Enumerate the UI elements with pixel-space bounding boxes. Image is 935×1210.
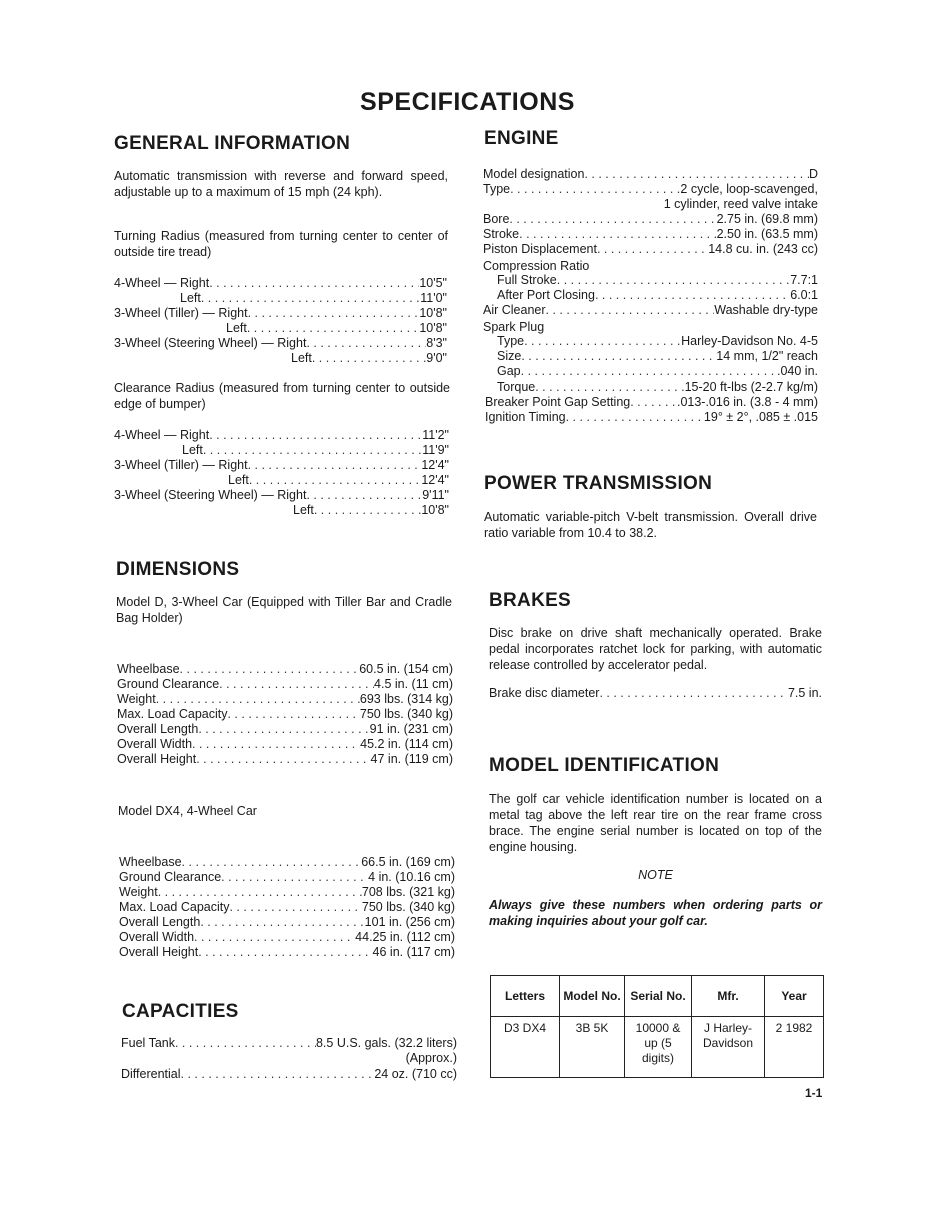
dimension-row: Wheelbase . . . 66.5 in. (169 cm) bbox=[119, 855, 455, 870]
brakes-heading: BRAKES bbox=[489, 590, 572, 611]
turning-row: Left . . . 10'8" bbox=[226, 321, 447, 336]
engine-row: After Port Closing . . . 6.0:1 bbox=[497, 288, 818, 303]
table-header: Year bbox=[765, 976, 824, 1017]
clearance-row: Left . . . 12'4" bbox=[228, 473, 449, 488]
dimension-row: Overall Height . . . 46 in. (117 cm) bbox=[119, 945, 455, 960]
dimension-row: Ground Clearance . . . 4 in. (10.16 cm) bbox=[119, 870, 455, 885]
general-intro-text: Automatic transmission with reverse and forward speed, adjustable up to a maximum of 15 mph (24 kph). bbox=[114, 169, 448, 199]
engine-row: Torque . . . 15-20 ft-lbs (2-2.7 kg/m) bbox=[497, 380, 818, 395]
engine-row: Full Stroke . . . 7.7:1 bbox=[497, 273, 818, 288]
table-header: Serial No. bbox=[625, 976, 692, 1017]
dimension-row: Max. Load Capacity . . . 750 lbs. (340 kg) bbox=[119, 900, 455, 915]
engine-row: Bore . . . 2.75 in. (69.8 mm) bbox=[483, 212, 818, 227]
turning-row: 3-Wheel (Steering Wheel) — Right . . . 8'3" bbox=[114, 336, 447, 351]
capacities-heading: CAPACITIES bbox=[122, 1001, 239, 1022]
engine-type-continued: 1 cylinder, reed valve intake bbox=[663, 197, 818, 211]
page-number: 1-1 bbox=[805, 1086, 823, 1100]
power-transmission-text: Automatic variable-pitch V-belt transmission. Overall drive ratio variable from 10.4 to 38.2. bbox=[484, 510, 817, 540]
clearance-row: 3-Wheel (Steering Wheel) — Right . . . 9'11" bbox=[114, 488, 449, 503]
engine-row: Gap . . . .040 in. bbox=[497, 364, 818, 379]
model-identification-heading: MODEL IDENTIFICATION bbox=[489, 755, 720, 776]
capacity-row-differential: Differential . . . 24 oz. (710 cc) bbox=[121, 1067, 457, 1082]
dimension-row: Overall Width . . . 44.25 in. (112 cm) bbox=[119, 930, 455, 945]
clearance-row: 3-Wheel (Tiller) — Right . . . 12'4" bbox=[114, 458, 449, 473]
engine-row-air-cleaner: Air Cleaner . . . Washable dry-type bbox=[483, 303, 818, 318]
capacity-fuel-note: (Approx.) bbox=[405, 1051, 457, 1065]
capacity-row-fuel: Fuel Tank . . . 8.5 U.S. gals. (32.2 liters) bbox=[121, 1036, 457, 1051]
turning-radius-intro: Turning Radius (measured from turning center to center of outside tire tread) bbox=[114, 229, 448, 259]
dimension-row: Overall Height . . . 47 in. (119 cm) bbox=[117, 752, 453, 767]
spark-plug-label: Spark Plug bbox=[483, 320, 545, 334]
table-cell: J Harley-Davidson bbox=[692, 1017, 765, 1078]
compression-ratio-label: Compression Ratio bbox=[483, 259, 590, 273]
dimension-row: Overall Width . . . 45.2 in. (114 cm) bbox=[117, 737, 453, 752]
table-cell: 10000 & up (5 digits) bbox=[625, 1017, 692, 1078]
dimension-row: Ground Clearance . . . 4.5 in. (11 cm) bbox=[117, 677, 453, 692]
identification-table bbox=[490, 975, 824, 1078]
brakes-text: Disc brake on drive shaft mechanically operated. Brake pedal incorporates ratchet lock for parking, with automatic release controlled by accelerator pedal. bbox=[489, 626, 822, 672]
engine-row-type: Type . . . 2 cycle, loop-scavenged, bbox=[483, 182, 818, 197]
dimension-row: Max. Load Capacity . . . 750 lbs. (340 kg) bbox=[117, 707, 453, 722]
table-header-row bbox=[491, 976, 824, 1017]
general-information-heading: GENERAL INFORMATION bbox=[114, 133, 351, 154]
turning-row: Left . . . 11'0" bbox=[180, 291, 447, 306]
engine-row: Type . . . Harley-Davidson No. 4-5 bbox=[497, 334, 818, 349]
note-title: NOTE bbox=[638, 868, 673, 882]
clearance-row: Left . . . 11'9" bbox=[182, 443, 449, 458]
dimension-row: Overall Length . . . 91 in. (231 cm) bbox=[117, 722, 453, 737]
table-header: Mfr. bbox=[692, 976, 765, 1017]
dimension-row: Weight . . . 708 lbs. (321 kg) bbox=[119, 885, 455, 900]
dimension-row: Overall Length . . . 101 in. (256 cm) bbox=[119, 915, 455, 930]
note-text: Always give these numbers when ordering parts or making inquiries about your golf car. bbox=[489, 898, 822, 928]
dimension-row: Wheelbase . . . 60.5 in. (154 cm) bbox=[117, 662, 453, 677]
table-header: Letters bbox=[491, 976, 560, 1017]
table-header: Model No. bbox=[560, 976, 625, 1017]
clearance-row: 4-Wheel — Right . . . 11'2" bbox=[114, 428, 449, 443]
model-identification-text: The golf car vehicle identification number is located on a metal tag above the left rear tire on the rear frame cross brace. The engine serial number is located on top of the engine housing. bbox=[489, 792, 822, 854]
dimensions-heading: DIMENSIONS bbox=[116, 559, 240, 580]
engine-row-model: Model designation . . . D bbox=[483, 167, 818, 182]
table-cell: 3B 5K bbox=[560, 1017, 625, 1078]
page-title: SPECIFICATIONS bbox=[360, 88, 575, 116]
turning-row: 3-Wheel (Tiller) — Right . . . 10'8" bbox=[114, 306, 447, 321]
clearance-row: Left . . . 10'8" bbox=[293, 503, 449, 518]
brake-disc-row: Brake disc diameter . . . 7.5 in. bbox=[489, 686, 822, 701]
power-transmission-heading: POWER TRANSMISSION bbox=[484, 473, 713, 494]
engine-row-ignition: Ignition Timing . . . 19° ± 2°, .085 ± .015 bbox=[485, 410, 818, 425]
turning-row: Left . . . 9'0" bbox=[291, 351, 447, 366]
turning-row: 4-Wheel — Right . . . 10'5" bbox=[114, 276, 447, 291]
table-row bbox=[491, 1017, 824, 1078]
engine-row: Stroke . . . 2.50 in. (63.5 mm) bbox=[483, 227, 818, 242]
clearance-radius-intro: Clearance Radius (measured from turning center to outside edge of bumper) bbox=[114, 381, 450, 411]
table-cell: D3 DX4 bbox=[491, 1017, 560, 1078]
engine-row-breaker: Breaker Point Gap Setting . . . .013-.016 in. (3.8 - 4 mm) bbox=[485, 395, 818, 410]
model-dx4-description: Model DX4, 4-Wheel Car bbox=[118, 804, 257, 818]
engine-heading: ENGINE bbox=[484, 128, 559, 149]
model-d-description: Model D, 3-Wheel Car (Equipped with Tiller Bar and Cradle Bag Holder) bbox=[116, 595, 452, 625]
dimension-row: Weight . . . 693 lbs. (314 kg) bbox=[117, 692, 453, 707]
engine-row: Size . . . 14 mm, 1/2" reach bbox=[497, 349, 818, 364]
table-cell: 2 1982 bbox=[765, 1017, 824, 1078]
engine-row: Piston Displacement . . . 14.8 cu. in. (243 cc) bbox=[483, 242, 818, 257]
